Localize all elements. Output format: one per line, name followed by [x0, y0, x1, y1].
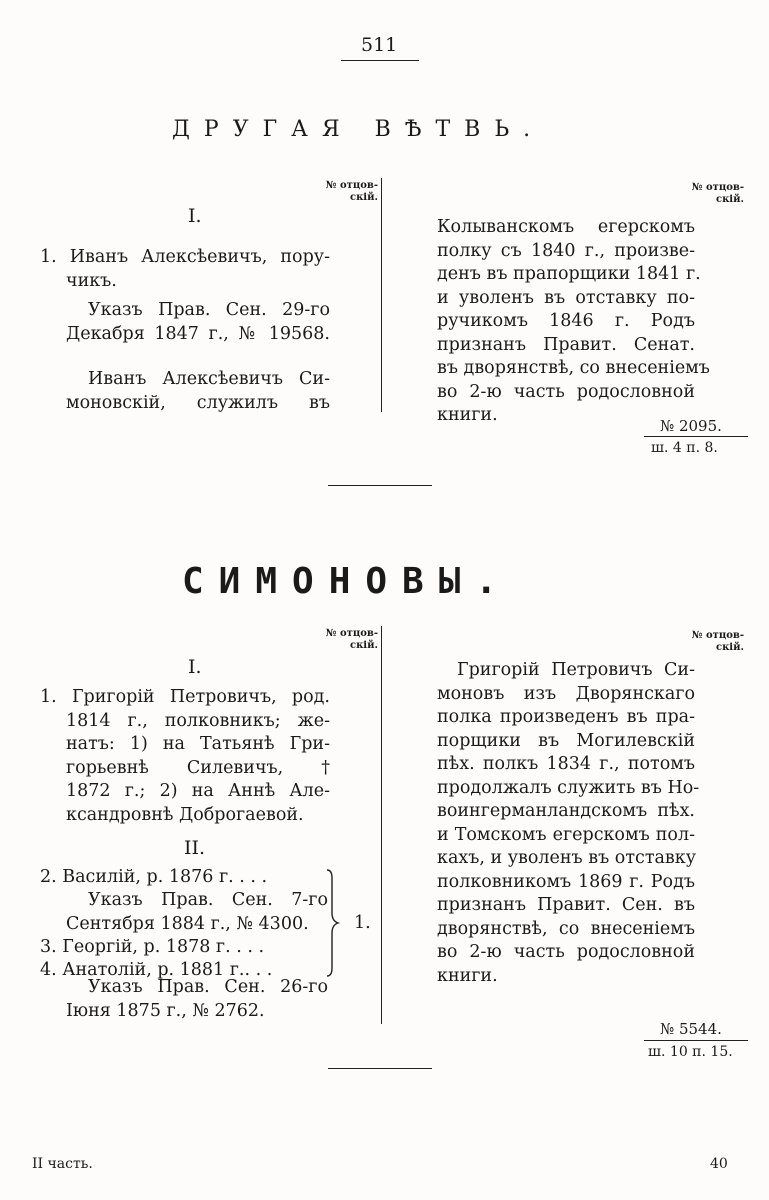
- entry-line: горьевнѣ Силевичъ, †: [66, 757, 330, 778]
- col-label-text: № отцов- скій.: [325, 180, 378, 203]
- section2-number-rule: [644, 1040, 748, 1041]
- decree-line: Сентября 1884 г., № 4300.: [66, 913, 309, 934]
- footer-signature: 40: [710, 1156, 728, 1172]
- bio-line: и Томскомъ егерскомъ пол-: [437, 824, 695, 845]
- section2-child-1: 2. Василій, р. 1876 г. . . .: [40, 867, 268, 887]
- section1-title: ДРУГАЯ ВѢТВЬ.: [172, 117, 545, 142]
- bio-line: Григорій Петровичъ Си-: [457, 660, 695, 680]
- bio-line: полку съ 1840 г., произве-: [437, 240, 695, 261]
- bio-line: Иванъ Алексѣевичъ Си-: [88, 369, 330, 389]
- section2-ref: ш. 10 п. 15.: [648, 1044, 733, 1060]
- page-number-underline: [341, 60, 419, 61]
- section1-decree: [66, 299, 330, 346]
- section1-entry: [40, 246, 330, 293]
- section2-left-col-divider: [381, 626, 382, 1024]
- entry-line: 1. Иванъ Алексѣевичъ, пору-: [40, 247, 330, 267]
- section1-bio-right: [437, 216, 710, 428]
- section2-left-col-label: [318, 628, 378, 652]
- decree-line: Декабря 1847 г., № 19568.: [66, 323, 330, 344]
- bio-line: дворянствѣ, со внесеніемъ: [437, 918, 695, 939]
- bio-line: признанъ Правит. Сен. въ: [437, 895, 695, 915]
- bio-line: признанъ Правит. Сенат.: [437, 334, 695, 355]
- bio-line: моновскій, служилъ въ: [66, 392, 330, 413]
- bio-line: ручикомъ 1846 г. Родъ: [437, 311, 695, 331]
- section2-father-ref: 1.: [354, 913, 371, 933]
- section1-end-rule: [328, 485, 432, 486]
- decree-line: Указъ Прав. Сен. 29-го: [88, 300, 330, 320]
- section2-entry1: [40, 686, 330, 827]
- bio-line: полка произведенъ въ пра-: [437, 707, 695, 727]
- section2-generation2: II.: [184, 837, 206, 859]
- bio-line: въ дворянствѣ, со внесеніемъ: [437, 358, 710, 378]
- section2-child-3: 4. Анатолій, р. 1881 г.. . .: [40, 960, 273, 980]
- bio-line: Колыванскомъ егерскомъ: [437, 217, 695, 237]
- section2-decree2: [66, 976, 328, 1023]
- children-brace: [324, 868, 344, 978]
- entry-line: натъ: 1) на Татьянѣ Гри-: [66, 734, 330, 754]
- entry-line: 1. Григорій Петровичъ, род.: [40, 687, 330, 707]
- bio-line: во 2-ю часть родословной: [437, 381, 695, 402]
- section1-number-rule: [644, 436, 748, 437]
- section1-right-col-label: [684, 182, 744, 206]
- bio-line: и уволенъ въ отставку по-: [437, 287, 695, 308]
- entry-line: 1814 г., полковникъ; же-: [66, 710, 330, 731]
- bio-line: пѣх. полкъ 1834 г., потомъ: [437, 754, 695, 774]
- bio-line: книги.: [437, 405, 498, 425]
- entry-line: ксандровнѣ Доброгаевой.: [66, 804, 304, 825]
- footer-part: II часть.: [32, 1156, 93, 1172]
- bio-line: полковникомъ 1869 г. Родъ: [437, 871, 695, 892]
- bio-line: кахъ, и уволенъ въ отставку: [437, 848, 697, 868]
- decree-line: Указъ Прав. Сен. 26-го: [88, 977, 328, 997]
- bio-line: порщики въ Могилевскій: [437, 730, 695, 751]
- section1-bio-left: [66, 368, 330, 415]
- section2-right-col-label: [684, 630, 744, 654]
- col-label-text: № отцов- скій.: [691, 630, 744, 653]
- section1-left-col-divider: [381, 178, 382, 412]
- decree-line: Указъ Прав. Сен. 7-го: [88, 890, 328, 910]
- section1-generation: I.: [188, 205, 202, 227]
- bio-line: книги.: [437, 965, 498, 986]
- entry-line: 1872 г.; 2) на Аннѣ Але-: [66, 781, 330, 801]
- section2-end-rule: [328, 1068, 432, 1069]
- bio-line: во 2-ю часть родословной: [437, 942, 695, 962]
- col-label-text: № отцов- скій.: [691, 182, 744, 205]
- page-number: 511: [361, 34, 398, 56]
- section2-child-2: 3. Георгій, р. 1878 г. . . .: [40, 937, 265, 957]
- section2-number: № 5544.: [660, 1020, 722, 1038]
- decree-line: Іюня 1875 г., № 2762.: [66, 1000, 265, 1021]
- bio-line: денъ въ прапорщики 1841 г.: [437, 264, 701, 284]
- entry-line: чикъ.: [66, 270, 117, 291]
- section2-title: СИМОНОВЫ.: [182, 561, 513, 602]
- col-label-text: № отцов- скій.: [325, 628, 378, 651]
- section1-ref: ш. 4 п. 8.: [651, 440, 718, 456]
- section2-generation1: I.: [188, 656, 202, 678]
- bio-line: продолжалъ служить въ Но-: [437, 777, 700, 798]
- bio-line: моновъ изъ Дворянскаго: [437, 683, 695, 704]
- section2-bio-right: [437, 659, 700, 988]
- bio-line: воингерманландскомъ пѣх.: [437, 801, 695, 821]
- section1-left-col-label: [318, 180, 378, 204]
- section1-number: № 2095.: [660, 417, 722, 435]
- section2-child1-decree: [66, 889, 328, 936]
